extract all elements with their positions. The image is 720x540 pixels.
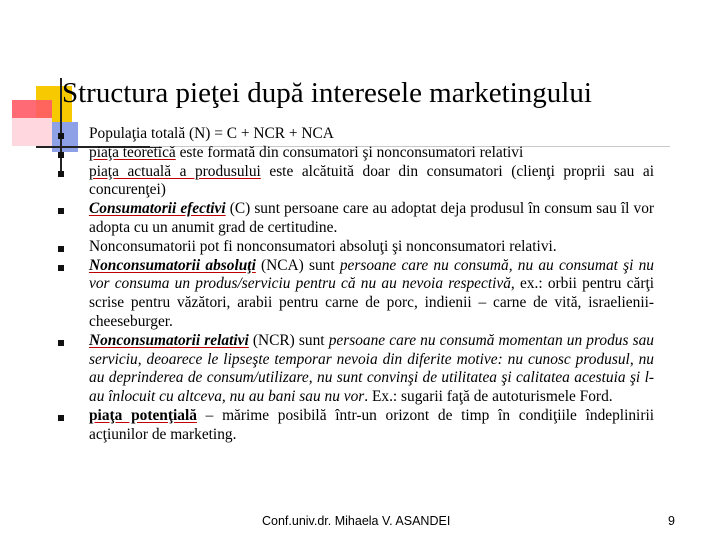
square-bullet-icon xyxy=(58,265,64,271)
bullet-text-segment: Populaţia totală (N) = C + NCR + NCA xyxy=(89,125,334,142)
bullet-item xyxy=(58,200,654,238)
bullet-text-segment: – mărime posibilă într-un orizont de timp în condiţiile îndeplinirii acţiunilor de marketing. xyxy=(89,406,654,443)
square-bullet-icon xyxy=(58,133,64,139)
decor-pink-square xyxy=(12,118,52,146)
bullet-text-segment: piaţa teoretică xyxy=(89,143,176,161)
square-bullet-icon xyxy=(58,152,64,158)
bullet-item xyxy=(58,163,654,201)
square-bullet-icon xyxy=(58,171,64,177)
bullet-text-segment: . Ex.: sugarii faţă de autoturismele Ford. xyxy=(364,388,613,406)
bullet-text-segment: persoane care nu consumă, nu au consumat şi nu vor consuma un produs/serviciu pentru că nu au nevoia respectivă xyxy=(89,256,654,293)
footer-author: Conf.univ.dr. Mihaela V. ASANDEI xyxy=(262,514,451,528)
square-bullet-icon xyxy=(58,246,64,252)
bullet-item xyxy=(58,407,654,445)
bullet-text-segment: piaţa potenţială xyxy=(89,406,197,424)
slide-title: Structura pieţei după interesele marketingului xyxy=(62,77,592,109)
bullet-text-segment: este formată din consumatori şi nonconsumatori relativi xyxy=(175,143,524,161)
square-bullet-icon xyxy=(58,415,64,421)
bullet-item xyxy=(58,257,654,332)
bullet-text-segment: piaţa actuală a produsului xyxy=(89,162,261,180)
bullet-text-segment: (C) sunt persoane care au adoptat deja produsul în consum sau îl vor adopta cu un anumit grad de certitudine. xyxy=(89,200,655,236)
page-number: 9 xyxy=(668,514,675,528)
bullet-item xyxy=(58,238,654,257)
bullet-text-segment: (NCR) sunt xyxy=(248,331,329,349)
bullet-text-segment: Consumatorii efectivi xyxy=(89,200,226,218)
bullet-item xyxy=(58,332,654,407)
bullet-text-segment: Nonconsumatorii pot fi nonconsumatori absoluţi şi nonconsumatori relativi. xyxy=(89,237,557,255)
bullet-text-segment: (NCA) sunt xyxy=(255,256,340,274)
bullet-text-segment: , ex.: orbii pentru cărţi scrise pentru văzători, arabii pentru carne de porc, indienii – carne de vită, israelienii- cheeseburger. xyxy=(89,275,654,330)
bullet-list xyxy=(58,125,654,445)
bullet-text-segment: este alcătuită doar din consumatori (clienţi proprii sau ai concurenţei) xyxy=(89,162,655,199)
bullet-text-segment: persoane care nu consumă momentan un produs sau serviciu, deoarece le lipseşte temporar nevoia din diferite motive: nu cunosc produsul, nu au deprinderea de consum/utilizare, nu sunt convinşi de utilitatea şi calitatea acestuia şi l-au înlocuit cu altceva, nu au bani sau nu vor xyxy=(89,331,654,406)
square-bullet-icon xyxy=(58,340,64,346)
bullet-item xyxy=(58,125,654,144)
bullet-text-segment: Nonconsumatorii absoluţi xyxy=(89,256,256,274)
square-bullet-icon xyxy=(58,208,64,214)
bullet-item xyxy=(58,144,654,163)
bullet-text-segment: Nonconsumatorii relativi xyxy=(89,331,249,349)
